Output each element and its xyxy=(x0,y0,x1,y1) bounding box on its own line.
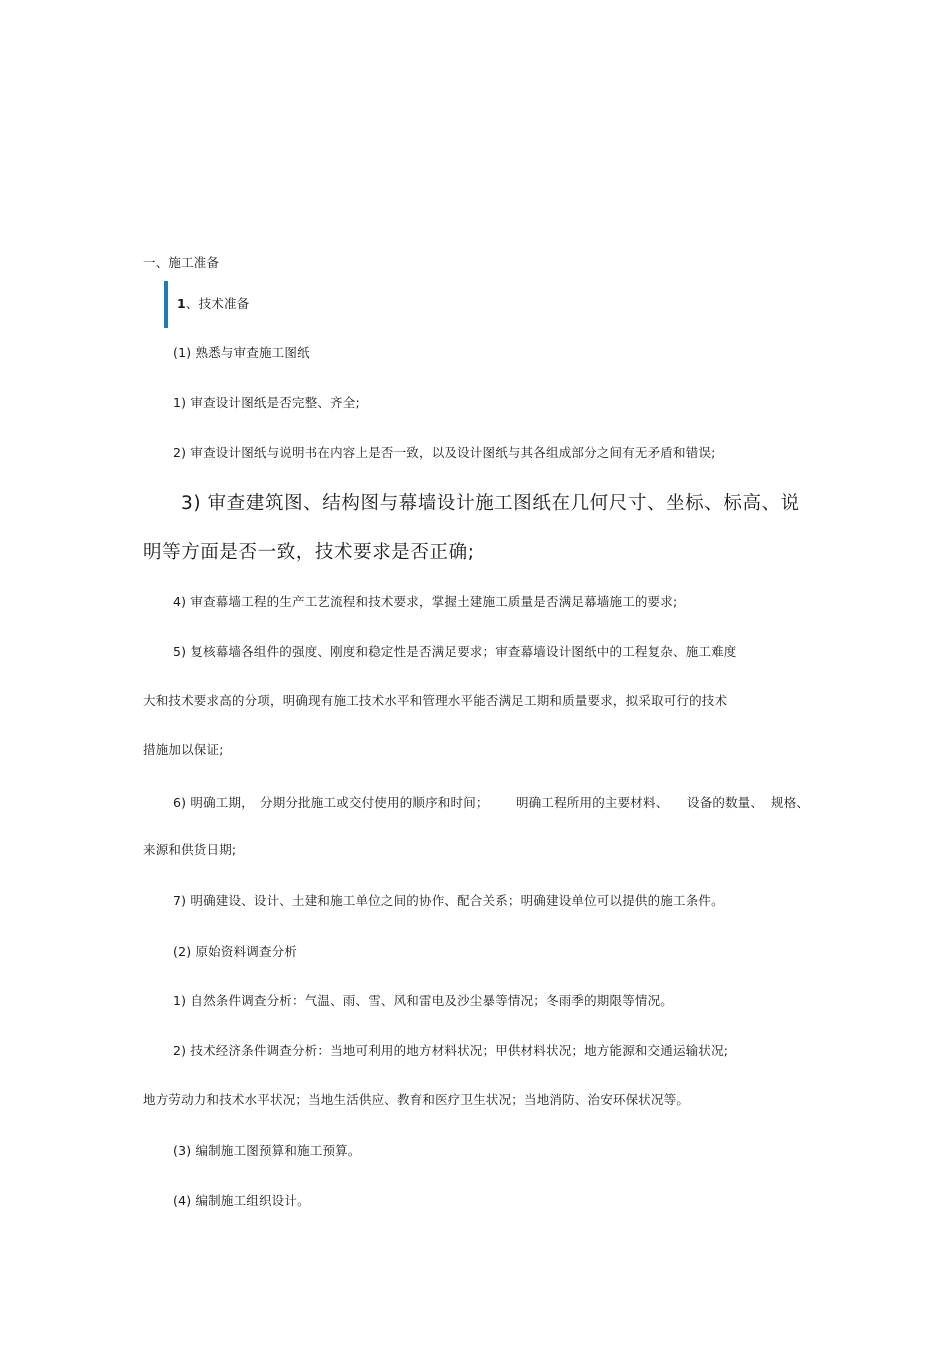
item-6-part-2: 分期分批施工或交付使用的顺序和时间； xyxy=(260,795,489,810)
item-3-line-2: 明等方面是否一致，技术要求是否正确; xyxy=(143,542,475,563)
item-5-line-3: 措施加以保证; xyxy=(143,742,224,757)
item-2: 2) 审查设计图纸与说明书在内容上是否一致，以及设计图纸与其各组成部分之间有无矛盾和错误; xyxy=(173,445,716,460)
survey-item-2-line-2: 地方劳动力和技术水平状况；当地生活供应、教育和医疗卫生状况；当地消防、治安环保状况等。 xyxy=(143,1092,690,1107)
subsection-text: 、技术准备 xyxy=(185,296,250,311)
item-4: 4) 审查幕墙工程的生产工艺流程和技术要求，掌握土建施工质量是否满足幕墙施工的要求; xyxy=(173,594,678,609)
subsection-accent-bar xyxy=(164,281,168,328)
paragraph-2-heading: (2) 原始资料调查分析 xyxy=(173,944,298,959)
item-6-line-2: 来源和供货日期; xyxy=(143,842,237,857)
item-7: 7) 明确建设、设计、土建和施工单位之间的协作、配合关系；明确建设单位可以提供的施工条件。 xyxy=(173,893,724,908)
item-5-line-1: 5) 复核幕墙各组件的强度、刚度和稳定性是否满足要求；审查幕墙设计图纸中的工程复杂、施工难度 xyxy=(173,644,737,659)
subsection-heading xyxy=(177,298,249,311)
item-6-part-5: 规格、 xyxy=(771,795,810,810)
paragraph-4-heading: (4) 编制施工组织设计。 xyxy=(173,1193,310,1208)
subsection-number: 1 xyxy=(177,296,186,311)
item-3-line-1: 3) 审查建筑图、结构图与幕墙设计施工图纸在几何尺寸、坐标、标高、说 xyxy=(181,493,800,514)
section-heading: 一、施工准备 xyxy=(143,255,220,270)
survey-item-1: 1) 自然条件调查分析：气温、雨、雪、风和雷电及沙尘暴等情况；冬雨季的期限等情况。 xyxy=(173,993,674,1008)
survey-item-2-line-1: 2) 技术经济条件调查分析：当地可利用的地方材料状况；甲供材料状况；地方能源和交通运输状况; xyxy=(173,1043,729,1058)
item-5-line-2: 大和技术要求高的分项，明确现有施工技术水平和管理水平能否满足工期和质量要求，拟采取可行的技术 xyxy=(143,693,728,708)
item-1: 1) 审查设计图纸是否完整、齐全; xyxy=(173,395,360,410)
paragraph-1-heading: (1) 熟悉与审查施工图纸 xyxy=(173,345,310,360)
item-6-part-3: 明确工程所用的主要材料、 xyxy=(516,795,669,810)
item-6-part-1: 6) 明确工期， xyxy=(173,795,254,810)
paragraph-3-heading: (3) 编制施工图预算和施工预算。 xyxy=(173,1143,361,1158)
item-6-part-4: 设备的数量、 xyxy=(687,795,764,810)
